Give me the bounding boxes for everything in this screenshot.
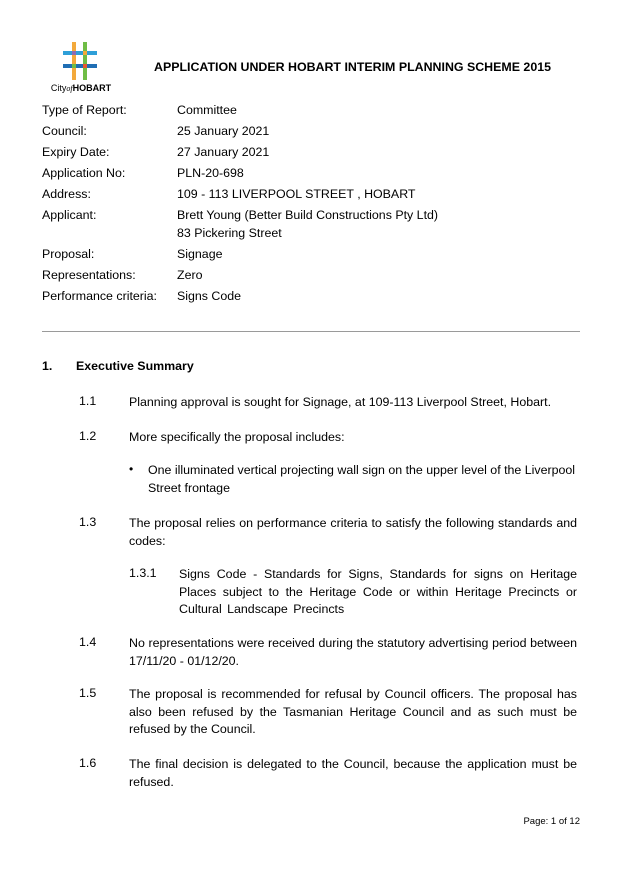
section-heading: Executive Summary (76, 359, 194, 373)
meta-value: Brett Young (Better Build Constructions Pty Ltd) (177, 208, 439, 222)
page-number: Page: 1 of 12 (523, 816, 580, 827)
paragraph-text: Planning approval is sought for Signage, at 109-113 Liverpool Street, Hobart. (129, 395, 552, 409)
paragraph-text: The proposal relies on performance criteria to satisfy the following standards and codes: (129, 516, 577, 548)
meta-value: Committee (177, 103, 237, 117)
divider (42, 331, 580, 332)
city-of-hobart-logo (44, 42, 118, 98)
meta-value: Signs Code (177, 289, 242, 303)
paragraph-number: 1.6 (79, 756, 97, 770)
page-title: APPLICATION UNDER HOBART INTERIM PLANNING SCHEME 2015 (154, 60, 551, 74)
meta-label: Representations: (42, 268, 136, 282)
meta-label: Council: (42, 124, 87, 138)
hobart-hash-icon (63, 42, 99, 80)
subparagraph-number: 1.3.1 (129, 566, 157, 580)
paragraph-text: The final decision is delegated to the Council, because the application must be refused. (129, 757, 577, 789)
meta-value: 83 Pickering Street (177, 226, 282, 240)
meta-value: 27 January 2021 (177, 145, 270, 159)
meta-label: Address: (42, 187, 91, 201)
paragraph-number: 1.3 (79, 515, 97, 529)
meta-label: Applicant: (42, 208, 97, 222)
bullet-icon: • (129, 462, 134, 476)
subparagraph-text: Signs Code - Standards for Signs, Standards for signs on Heritage Places subject to the Heritage Code or within Heritage Precincts or Cultural Landscape Precincts (179, 567, 577, 616)
meta-value: 25 January 2021 (177, 124, 270, 138)
meta-value: Zero (177, 268, 203, 282)
meta-label: Proposal: (42, 247, 95, 261)
meta-label: Performance criteria: (42, 289, 157, 303)
logo-wordmark: CityofHOBART (50, 83, 112, 93)
meta-value: PLN-20-698 (177, 166, 244, 180)
paragraph-number: 1.1 (79, 394, 97, 408)
meta-value: 109 - 113 LIVERPOOL STREET , HOBART (177, 187, 416, 201)
paragraph-text: The proposal is recommended for refusal by Council officers. The proposal has also been refused by the Tasmanian Heritage Council and as such must be refused by the Council. (129, 687, 577, 736)
paragraph-number: 1.2 (79, 429, 97, 443)
bullet-text: One illuminated vertical projecting wall sign on the upper level of the Liverpool Street frontage (148, 463, 576, 495)
section-number: 1. (42, 359, 53, 373)
paragraph-number: 1.4 (79, 635, 97, 649)
paragraph-number: 1.5 (79, 686, 97, 700)
meta-value: Signage (177, 247, 223, 261)
paragraph-text: More specifically the proposal includes: (129, 430, 345, 444)
meta-label: Expiry Date: (42, 145, 110, 159)
paragraph-text: No representations were received during the statutory advertising period between 17/11/20 - 01/12/20. (129, 636, 577, 668)
meta-label: Application No: (42, 166, 126, 180)
meta-label: Type of Report: (42, 103, 127, 117)
